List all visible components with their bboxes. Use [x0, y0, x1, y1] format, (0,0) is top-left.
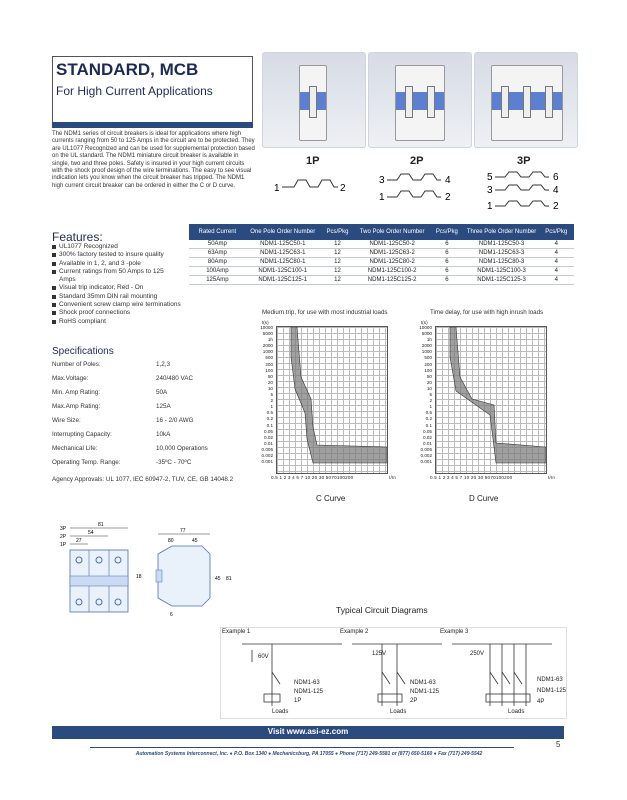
y-tick-label: 0.01: [264, 440, 273, 446]
feature-item: Shock proof connections: [52, 309, 262, 317]
y-tick-label: 0.05: [423, 428, 432, 434]
table-cell: 4: [539, 276, 574, 285]
feature-item: 300% factory tested to insure quality: [52, 251, 262, 259]
dim-27: 27: [76, 538, 82, 544]
table-cell: 12: [320, 267, 355, 276]
spec-label: Wire Size:: [52, 417, 81, 424]
col-header: Two Pole Order Number: [355, 224, 429, 240]
table-row: [189, 249, 574, 258]
symbol-3p-terminal-3: 3: [487, 185, 493, 196]
switch-symbol: [495, 185, 549, 190]
agency-approvals: Agency Approvals: UL 1077, IEC 60947-2, TUV, CE, GB 14048.2: [52, 476, 234, 483]
symbol-2p-terminal-3: 3: [379, 175, 385, 186]
x-tick-labels: 0.5 1 2 3 4 5 7 10 20 30 5070100200: [271, 475, 354, 480]
spec-value: 240/480 VAC: [156, 375, 193, 382]
product-photo-3p: [474, 52, 578, 148]
col-header: Three Pole Order Number: [465, 224, 539, 240]
table-cell: 12: [320, 276, 355, 285]
y-tick-label: 2000: [262, 343, 273, 349]
y-unit: t(s): [421, 320, 428, 325]
example-1-loads: Loads: [272, 709, 289, 715]
circuit-diagrams-title: Typical Circuit Diagrams: [336, 605, 428, 615]
dim-1p: 1P: [60, 542, 67, 548]
spec-value: 16 - 2/0 AWG: [156, 417, 194, 424]
table-cell: 50Amp: [189, 240, 246, 249]
table-cell: NDM1-125C63-1: [246, 249, 320, 258]
feature-item: Available in 1, 2, and 3 -pole: [52, 260, 262, 268]
col-header: Pcs/Pkg: [539, 224, 574, 240]
y-tick-label: 50: [267, 373, 273, 379]
table-cell: 12: [320, 240, 355, 249]
table-cell: 6: [429, 276, 464, 285]
y-tick-label: 0.002: [420, 452, 432, 458]
spec-value: 10,000 Operations: [156, 445, 208, 452]
example-3-line: NDM1-63: [537, 677, 563, 683]
c-trip-band: [291, 327, 387, 463]
table-row: [189, 276, 574, 285]
example-2-label: Example 2: [340, 629, 369, 635]
order-table: [189, 224, 574, 285]
example-3-line: 4P: [537, 699, 545, 705]
d-curve-label: D Curve: [469, 494, 499, 503]
y-tick-label: 500: [265, 355, 273, 361]
y-tick-label: 0.005: [420, 446, 432, 452]
y-tick-label: 20: [267, 379, 273, 385]
switch-symbol: [387, 174, 441, 180]
company-contact: Automation Systems Interconnect, Inc. ● P.O. Box 1340 ● Mechanicsburg, PA 17055 ● Phone (717) 249-5581 or (877) 650-5160 ● Fax (717) 249-5542: [135, 751, 483, 757]
side-dimension-drawing: [150, 526, 240, 618]
y-tick-label: 0.001: [261, 459, 273, 465]
table-cell: 100Amp: [189, 267, 246, 276]
table-cell: 4: [539, 240, 574, 249]
y-tick-label: 100: [265, 367, 273, 373]
example-2-line: NDM1-125: [410, 689, 440, 695]
y-tick-label: 200: [265, 361, 273, 367]
table-cell: NDM1-125C125-2: [355, 276, 429, 285]
y-tick-label: 0.5: [425, 410, 432, 416]
example-1-line: 1P: [294, 698, 302, 704]
y-tick-label: 0.02: [264, 434, 273, 440]
col-header: Pcs/Pkg: [320, 224, 355, 240]
example-3-voltage: 250V: [470, 651, 485, 657]
intro-paragraph: The NDM1 series of circuit breakers is ideal for applications where high currents ranging from 50 to 125 Amps in the circuit are to be protected. They are UL1077 Recognized and can be used for supplemental protection based on the UL standard. The NDM1 miniature circuit breaker is available in single, two and three poles. Safety is insured in your high current circuits with the shock proof design of the wire terminations. The easy to see visual indication lets you know when the circuit breaker has tripped. The NDM1 high current circuit breaker can be ordered in either the C or D curve.: [52, 131, 255, 189]
specifications-heading: Specifications: [52, 346, 114, 357]
circuit-schematics: [232, 636, 562, 716]
example-3-label: Example 3: [440, 629, 469, 635]
example-2-voltage: 125V: [372, 651, 387, 657]
example-2-line: NDM1-63: [410, 680, 436, 686]
table-cell: NDM1-125C100-1: [246, 267, 320, 276]
c-curve-label: C Curve: [316, 494, 346, 503]
y-tick-label: 2: [270, 398, 273, 404]
y-tick-label: 0.1: [425, 422, 432, 428]
table-cell: 63Amp: [189, 249, 246, 258]
table-cell: 12: [320, 249, 355, 258]
y-tick-label: 10000: [260, 325, 273, 330]
table-cell: 80Amp: [189, 258, 246, 267]
c-curve-caption: Medium trip, for use with most industrial loads: [262, 309, 388, 316]
y-tick-label: 5: [429, 392, 432, 398]
table-cell: NDM1-125C50-2: [355, 240, 429, 249]
table-cell: NDM1-125C100-3: [465, 267, 539, 276]
c-curve-chart: [276, 326, 388, 474]
example-1-label: Example 1: [222, 629, 251, 635]
page-title: STANDARD, MCB: [56, 60, 199, 79]
y-tick-label: 0.001: [420, 459, 432, 465]
table-cell: NDM1-125C63-2: [355, 249, 429, 258]
y-tick-label: 200: [424, 361, 432, 367]
table-cell: 6: [429, 258, 464, 267]
y-tick-label: 0.2: [425, 416, 432, 422]
symbol-3p-terminal-5: 5: [487, 172, 493, 183]
col-header: Pcs/Pkg: [429, 224, 464, 240]
y-tick-label: 0.05: [264, 428, 273, 434]
dim-81: 81: [98, 522, 104, 528]
feature-item: UL1077 Recognized: [52, 243, 262, 251]
symbol-1p-terminal-1: 1: [274, 183, 280, 194]
y-tick-label: 0.2: [266, 416, 273, 422]
example-3-loads: Loads: [508, 709, 525, 715]
page-subtitle: For High Current Applications: [56, 84, 213, 98]
symbol-2p-terminal-2: 2: [445, 192, 451, 203]
dim-6: 6: [170, 612, 173, 618]
y-tick-label: 5000: [262, 331, 273, 337]
y-tick-label: 2000: [421, 343, 432, 349]
y-tick-label: 10: [267, 385, 273, 391]
col-header: One Pole Order Number: [246, 224, 320, 240]
y-tick-label: 10: [426, 385, 432, 391]
table-cell: NDM1-125C125-3: [465, 276, 539, 285]
switch-symbol: [495, 201, 549, 206]
y-tick-label: 1000: [421, 349, 432, 355]
x-tick-labels: 0.5 1 2 3 4 5 7 10 20 30 5070100200: [430, 475, 513, 480]
y-tick-label: 50: [426, 373, 432, 379]
spec-label: Interrupting Capacity:: [52, 431, 112, 438]
table-cell: 4: [539, 258, 574, 267]
spec-value: 10kA: [156, 431, 171, 438]
spec-label: Mechanical Life:: [52, 445, 98, 452]
table-cell: NDM1-125C80-3: [465, 258, 539, 267]
page-number: 5: [556, 740, 561, 749]
symbol-3p-terminal-1: 1: [487, 201, 493, 212]
spec-value: 50A: [156, 389, 168, 396]
dim-54: 54: [88, 530, 94, 536]
y-tick-label: 1h: [267, 337, 273, 343]
spec-label: Number of Poles:: [52, 361, 101, 368]
table-cell: NDM1-125C50-3: [465, 240, 539, 249]
dim-81b: 81: [226, 576, 232, 582]
dim-45: 45: [192, 538, 198, 544]
y-tick-label: 1h: [426, 337, 432, 343]
table-cell: NDM1-125C63-3: [465, 249, 539, 258]
example-1-voltage: 60V: [258, 654, 269, 660]
table-cell: NDM1-125C50-1: [246, 240, 320, 249]
y-tick-label: 0.1: [266, 422, 273, 428]
table-cell: NDM1-125C80-1: [246, 258, 320, 267]
website-link[interactable]: Visit www.asi-ez.com: [267, 727, 349, 736]
symbol-2p: [375, 172, 465, 206]
y-tick-label: 1: [429, 404, 432, 410]
dim-18: 18: [136, 574, 142, 580]
dim-2p: 2P: [60, 534, 67, 540]
feature-item: Standard 35mm DIN rail mounting: [52, 293, 262, 301]
d-trip-band: [450, 327, 546, 463]
y-unit: t(s): [262, 320, 269, 325]
d-curve-caption: Time delay, for use with high inrush loads: [430, 309, 544, 316]
y-tick-label: 0.02: [423, 434, 432, 440]
feature-item: Convenient screw clamp wire terminations: [52, 301, 262, 309]
table-cell: 6: [429, 249, 464, 258]
spec-value: -35ºC - 70ºC: [156, 459, 192, 466]
symbol-3p: [483, 169, 575, 215]
front-dimension-drawing: [56, 520, 146, 620]
y-tick-label: 10000: [419, 325, 432, 330]
product-photo-1p: [262, 52, 366, 148]
y-tick-label: 0.002: [261, 452, 273, 458]
spec-value: 125A: [156, 403, 171, 410]
table-cell: NDM1-125C100-2: [355, 267, 429, 276]
x-unit: I/In: [548, 475, 556, 480]
feature-item: Current ratings from 50 Amps to 125 Amps: [52, 268, 179, 285]
title-underline: [52, 122, 253, 128]
y-tick-label: 0.005: [261, 446, 273, 452]
spec-label: Operating Temp. Range:: [52, 459, 121, 466]
y-tick-labels: [250, 325, 273, 465]
pole-label-2p: 2P: [410, 155, 424, 167]
table-cell: 125Amp: [189, 276, 246, 285]
symbol-2p-terminal-4: 4: [445, 175, 451, 186]
table-cell: 6: [429, 267, 464, 276]
table-row: [189, 258, 574, 267]
symbol-2p-terminal-1: 1: [379, 192, 385, 203]
pole-label-3p: 3P: [517, 155, 531, 167]
y-tick-label: 0.01: [423, 440, 432, 446]
switch-symbol: [387, 191, 441, 197]
feature-item: RoHS compliant: [52, 318, 262, 326]
spec-label: Min. Amp Rating:: [52, 389, 100, 396]
d-curve-chart: [435, 326, 547, 474]
y-tick-label: 0.5: [266, 410, 273, 416]
dim-80: 80: [168, 538, 174, 544]
y-tick-label: 2: [429, 398, 432, 404]
table-cell: NDM1-125C125-1: [246, 276, 320, 285]
switch-symbol: [495, 172, 549, 177]
dim-45b: 45: [215, 576, 221, 582]
table-cell: 6: [429, 240, 464, 249]
symbol-1p-terminal-2: 2: [340, 183, 346, 194]
symbol-3p-terminal-4: 4: [553, 185, 559, 196]
y-tick-label: 1000: [262, 349, 273, 355]
y-tick-labels: [409, 325, 432, 465]
dim-3p: 3P: [60, 526, 67, 532]
table-cell: 4: [539, 249, 574, 258]
example-2-line: 2P: [410, 698, 418, 704]
spec-label: Max.Amp Rating:: [52, 403, 101, 410]
table-header-row: [189, 224, 574, 240]
table-cell: NDM1-125C80-2: [355, 258, 429, 267]
table-row: [189, 267, 574, 276]
example-2-loads: Loads: [390, 709, 407, 715]
example-1-line: NDM1-63: [294, 680, 320, 686]
col-header: Rated Current: [189, 224, 246, 240]
y-tick-label: 20: [426, 379, 432, 385]
symbol-3p-terminal-2: 2: [553, 201, 559, 212]
dim-77: 77: [180, 528, 186, 534]
y-tick-label: 5000: [421, 331, 432, 337]
features-heading: Features:: [52, 230, 103, 244]
symbol-1p: [272, 172, 358, 202]
feature-item: Visual trip indicator, Red - On: [52, 284, 262, 292]
example-1-line: NDM1-125: [294, 689, 324, 695]
example-3-line: NDM1-125: [537, 688, 567, 694]
product-photo-2p: [368, 52, 472, 148]
spec-value: 1,2,3: [156, 361, 171, 368]
switch-symbol: [282, 180, 338, 187]
table-cell: 4: [539, 267, 574, 276]
table-cell: 12: [320, 258, 355, 267]
table-row: [189, 240, 574, 249]
footer-divider: [90, 747, 514, 748]
y-tick-label: 100: [424, 367, 432, 373]
y-tick-label: 1: [270, 404, 273, 410]
spec-label: Max.Voltage:: [52, 375, 89, 382]
symbol-3p-terminal-6: 6: [553, 172, 559, 183]
pole-label-1p: 1P: [306, 155, 320, 167]
y-tick-label: 500: [424, 355, 432, 361]
x-unit: I/In: [389, 475, 397, 480]
y-tick-label: 5: [270, 392, 273, 398]
